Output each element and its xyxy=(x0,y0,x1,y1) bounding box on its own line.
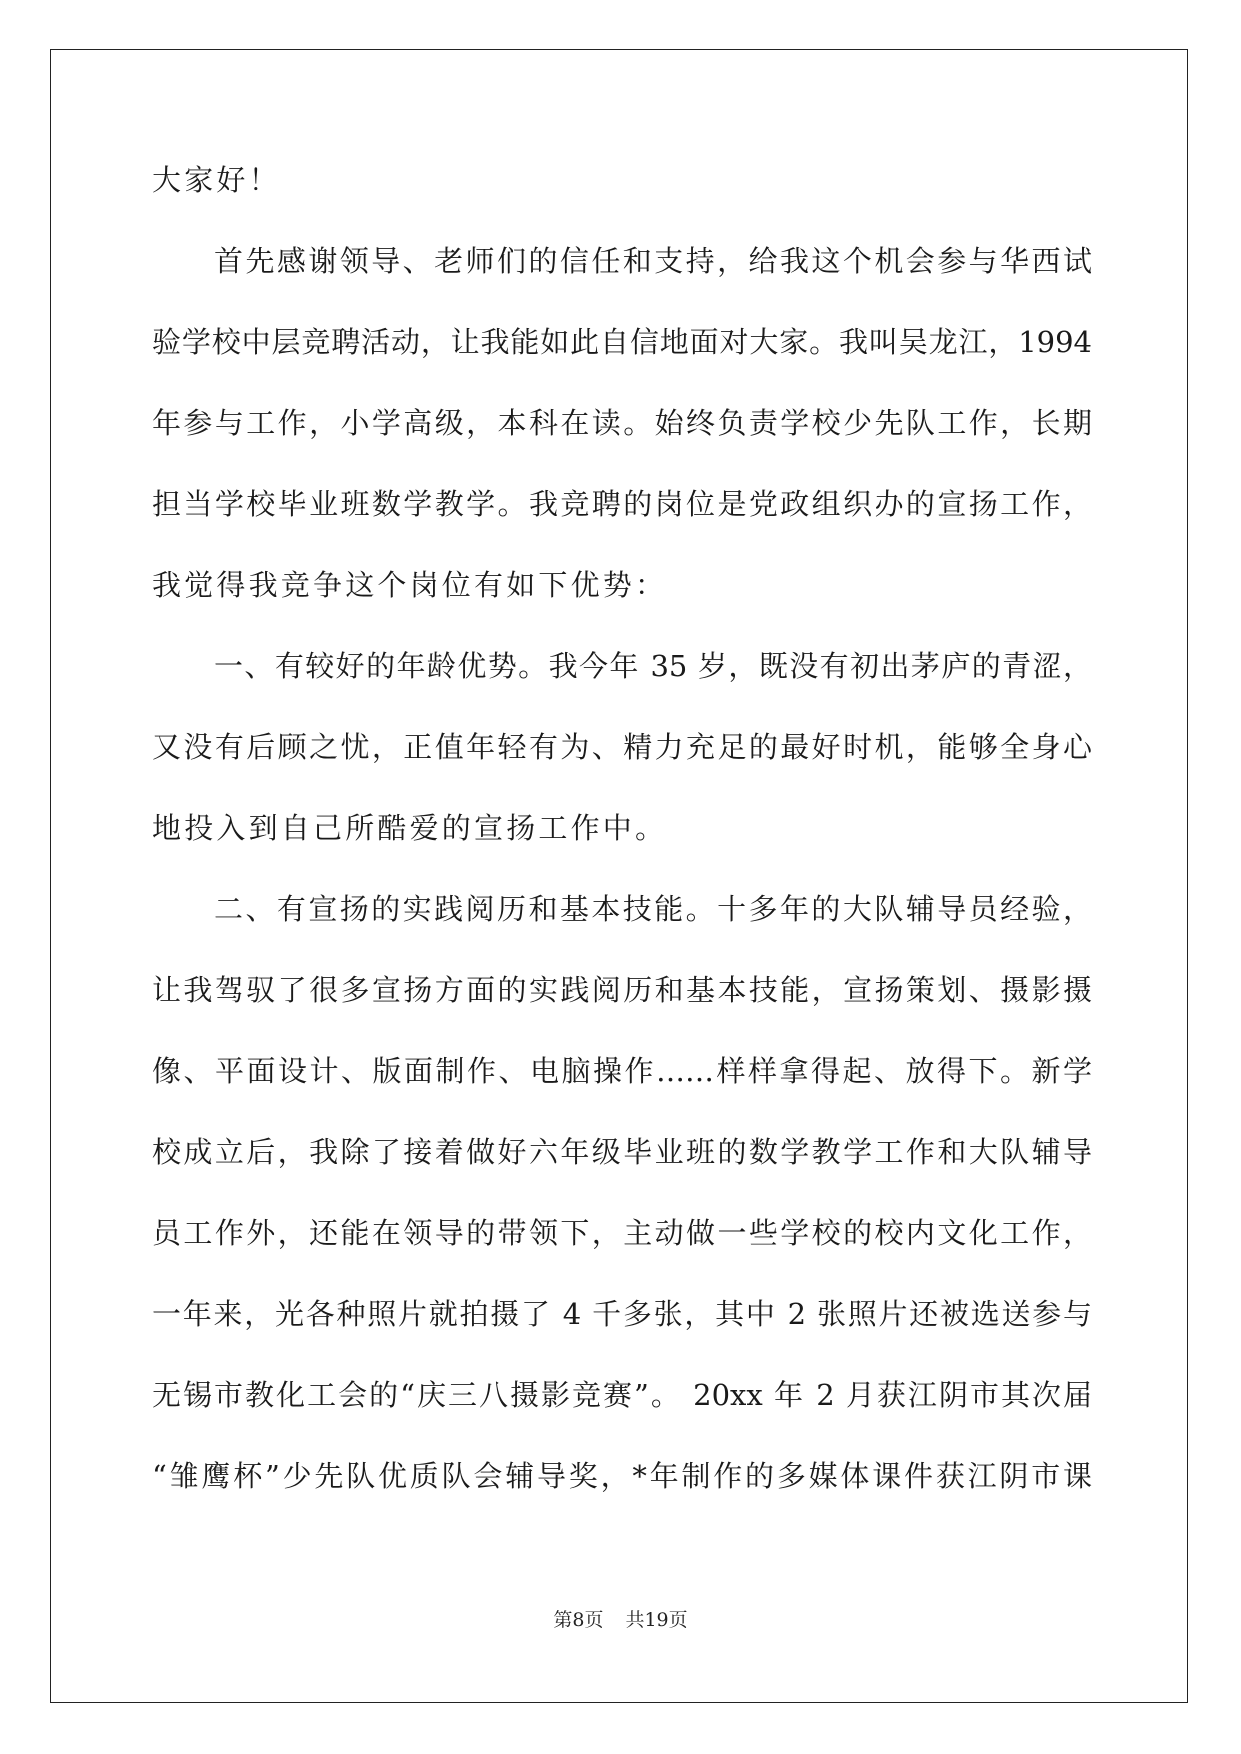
page-number: 第8页 xyxy=(553,1609,604,1631)
paragraph-line: 二、有宣扬的实践阅历和基本技能。十多年的大队辅导员经验， xyxy=(214,892,1092,926)
paragraph-line: 地投入到自己所酷爱的宣扬工作中。 xyxy=(152,811,668,845)
greeting-line: 大家好！ xyxy=(152,163,281,197)
paragraph-line: “雏鹰杯”少先队优质队会辅导奖，*年制作的多媒体课件获江阴市课 xyxy=(152,1459,1092,1493)
paragraph-line: 担当学校毕业班数学教学。我竞聘的岗位是党政组织办的宣扬工作， xyxy=(152,487,1092,521)
paragraph-line: 年参与工作，小学高级，本科在读。始终负责学校少先队工作，长期 xyxy=(152,406,1092,440)
paragraph-line: 一、有较好的年龄优势。我今年 35 岁，既没有初出茅庐的青涩， xyxy=(214,649,1092,683)
paragraph-line: 让我驾驭了很多宣扬方面的实践阅历和基本技能，宣扬策划、摄影摄 xyxy=(152,973,1092,1007)
paragraph-line: 像、平面设计、版面制作、电脑操作……样样拿得起、放得下。新学 xyxy=(152,1054,1092,1088)
document-body xyxy=(152,160,1092,1537)
paragraph-line: 验学校中层竞聘活动，让我能如此自信地面对大家。我叫吴龙江，1994 xyxy=(152,325,1092,359)
paragraph-line: 首先感谢领导、老师们的信任和支持，给我这个机会参与华西试 xyxy=(214,244,1092,278)
paragraph-line: 一年来，光各种照片就拍摄了 4 千多张，其中 2 张照片还被选送参与 xyxy=(152,1297,1092,1331)
paragraph-line: 员工作外，还能在领导的带领下，主动做一些学校的校内文化工作， xyxy=(152,1216,1092,1250)
page-footer xyxy=(0,1605,1241,1632)
paragraph-line: 校成立后，我除了接着做好六年级毕业班的数学教学工作和大队辅导 xyxy=(152,1135,1092,1169)
paragraph-line: 无锡市教化工会的“庆三八摄影竞赛”。 20xx 年 2 月获江阴市其次届 xyxy=(152,1378,1092,1412)
page-total: 共19页 xyxy=(625,1609,688,1631)
paragraph-line: 我觉得我竞争这个岗位有如下优势： xyxy=(152,568,668,602)
paragraph-line: 又没有后顾之忧，正值年轻有为、精力充足的最好时机，能够全身心 xyxy=(152,730,1092,764)
